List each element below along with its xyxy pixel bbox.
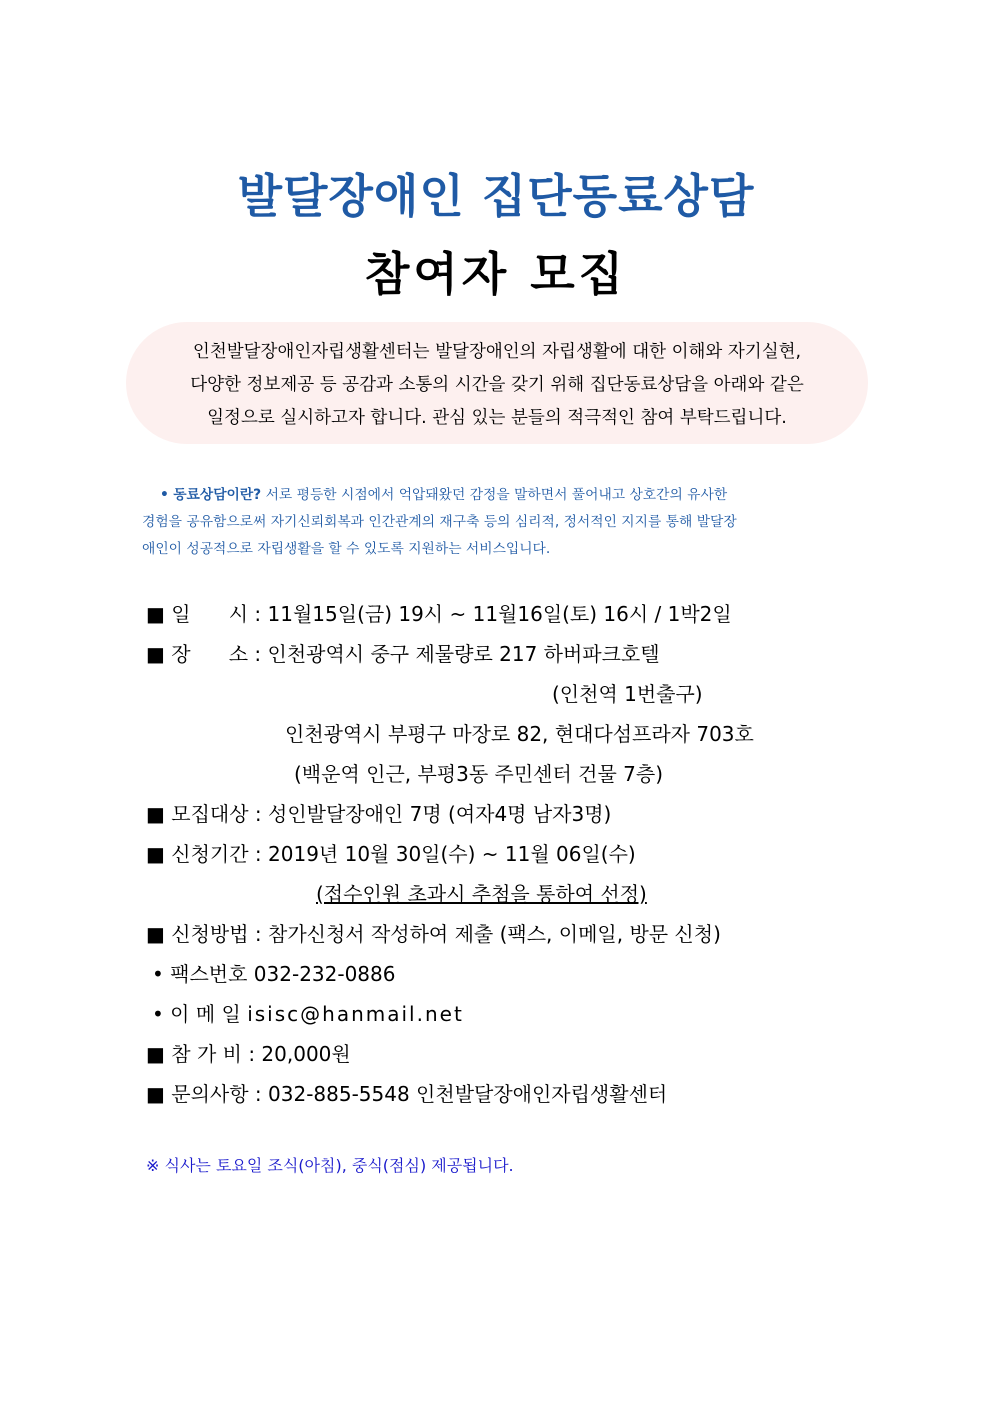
square-bullet-icon: ■ [146,602,165,626]
fee-label: 참 가 비 [171,1042,242,1066]
separator: : [254,842,262,866]
fee-value: 20,000원 [261,1042,351,1066]
fax-value: 032-232-0886 [253,962,396,986]
place-label: 장 소 [171,642,249,666]
intro-box [126,322,868,444]
peer-term: 동료상담이란? [173,487,262,503]
place-value-2: (인천역 1번출구) [552,682,703,706]
separator: : [254,642,262,666]
page-title: 발달장애인 집단동료상담 [237,169,755,223]
square-bullet-icon: ■ [146,842,165,866]
peer-line-1-text: 서로 평등한 시점에서 억압돼왔던 감정을 말하면서 풀어내고 상호간의 유사한 [261,487,728,503]
square-bullet-icon: ■ [146,1042,165,1066]
bullet-icon: • [160,487,169,503]
date-row [146,600,732,628]
method-value: 참가신청서 작성하여 제출 (팩스, 이메일, 방문 신청) [268,922,721,946]
target-label: 모집대상 [171,802,249,826]
email-value: isisc@hanmail.net [247,1002,464,1026]
contact-row [146,1080,667,1108]
separator: : [254,1082,262,1106]
peer-counseling-description [142,482,854,563]
place-value-4: (백운역 인근, 부평3동 주민센터 건물 7층) [294,762,663,786]
dot-bullet-icon: • [152,962,164,986]
peer-line-1 [142,482,854,509]
intro-line-2: 다양한 정보제공 등 공감과 소통의 시간을 갖기 위해 집단동료상담을 아래와 같은 [190,375,804,395]
method-row [146,920,721,948]
place-value-3: 인천광역시 부평구 마장로 82, 현대다섬프라자 703호 [285,722,754,746]
fee-row [146,1040,351,1068]
square-bullet-icon: ■ [146,642,165,666]
square-bullet-icon: ■ [146,922,165,946]
meal-note: ※ 식사는 토요일 조식(아침), 중식(점심) 제공됩니다. [146,1156,514,1175]
email-row [152,1000,464,1028]
date-value: 11월15일(금) 19시 ~ 11월16일(토) 16시 / 1박2일 [267,602,732,626]
dot-bullet-icon: • [152,1002,164,1026]
fax-label: 팩스번호 [170,962,248,986]
peer-line-2: 경험을 공유함으로써 자기신뢰회복과 인간관계의 재구축 등의 심리적, 정서적인 지지를 통해 발달장 [142,514,737,530]
square-bullet-icon: ■ [146,1082,165,1106]
period-row [146,840,636,868]
contact-value: 032-885-5548 인천발달장애인자립생활센터 [268,1082,668,1106]
separator: : [254,802,262,826]
square-bullet-icon: ■ [146,802,165,826]
target-row [146,800,611,828]
page-subtitle: 참여자 모집 [364,247,628,301]
period-label: 신청기간 [171,842,249,866]
contact-label: 문의사항 [171,1082,249,1106]
method-label: 신청방법 [171,922,249,946]
period-value: 2019년 10월 30일(수) ~ 11월 06일(수) [268,842,636,866]
email-label: 이 메 일 [170,1002,241,1026]
intro-line-1: 인천발달장애인자립생활센터는 발달장애인의 자립생활에 대한 이해와 자기실현, [192,342,802,362]
target-value: 성인발달장애인 7명 (여자4명 남자3명) [268,802,612,826]
period-note: (접수인원 초과시 추첨을 통하여 선정) [316,882,647,906]
peer-line-3: 애인이 성공적으로 자립생활을 할 수 있도록 지원하는 서비스입니다. [142,541,551,557]
separator: : [254,922,262,946]
separator: : [248,1042,256,1066]
separator: : [254,602,262,626]
fax-row [152,960,395,988]
date-label: 일 시 [171,602,249,626]
intro-line-3: 일정으로 실시하고자 합니다. 관심 있는 분들의 적극적인 참여 부탁드립니다. [207,408,787,428]
place-value-1: 인천광역시 중구 제물량로 217 하버파크호텔 [267,642,660,666]
place-row [146,640,660,668]
